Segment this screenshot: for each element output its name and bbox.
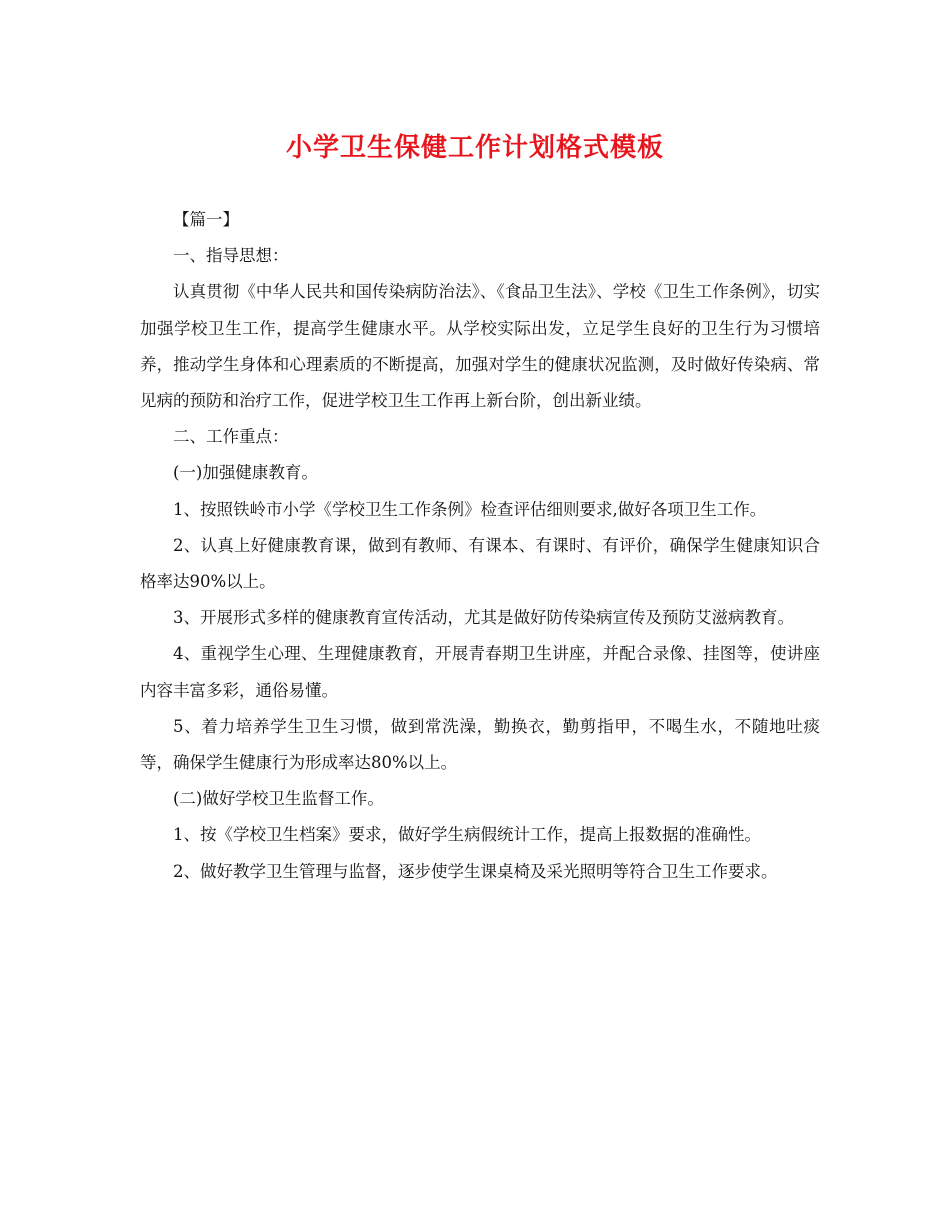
document-body: [140, 202, 820, 890]
heading-work-focus: 二、工作重点：: [173, 427, 289, 447]
list-item: 2、做好教学卫生管理与监督，逐步使学生课桌椅及采光照明等符合卫生工作要求。: [173, 861, 778, 881]
paragraph-guiding-ideology: 认真贯彻《中华人民共和国传染病防治法》、《食品卫生法》、学校《卫生工作条例》，切实加强学校卫生工作，提高学生健康水平。从学校实际出发，立足学生良好的卫生行为习惯培养，推动学生身体和心理素质的不断提高，加强对学生的健康状况监测，及时做好传染病、常见病的预防和治疗工作，促进学校卫生工作再上新台阶，创出新业绩。: [140, 282, 820, 411]
list-item: 5、着力培养学生卫生习惯，做到常洗澡，勤换衣，勤剪指甲，不喝生水，不随地吐痰等，确保学生健康行为形成率达80%以上。: [140, 716, 820, 773]
list-item: 1、按《学校卫生档案》要求，做好学生病假统计工作，提高上报数据的准确性。: [173, 825, 761, 845]
subheading-hygiene-supervision: (二)做好学校卫生监督工作。: [173, 789, 384, 809]
heading-guiding-ideology: 一、指导思想：: [173, 246, 289, 266]
list-item: 3、开展形式多样的健康教育宣传活动，尤其是做好防传染病宣传及预防艾滋病教育。: [173, 608, 794, 628]
document-title: 小学卫生保健工作计划格式模板: [285, 133, 664, 163]
subheading-health-education: (一)加强健康教育。: [173, 463, 318, 483]
list-item: 1、按照铁岭市小学《学校卫生工作条例》检查评估细则要求,做好各项卫生工作。: [173, 499, 767, 519]
list-item: 2、认真上好健康教育课，做到有教师、有课本、有课时、有评价，确保学生健康知识合格率达90%以上。: [140, 535, 820, 592]
section-label: 【篇一】: [173, 210, 239, 229]
list-item: 4、重视学生心理、生理健康教育，开展青春期卫生讲座，并配合录像、挂图等，使讲座内容丰富多彩，通俗易懂。: [140, 644, 820, 700]
